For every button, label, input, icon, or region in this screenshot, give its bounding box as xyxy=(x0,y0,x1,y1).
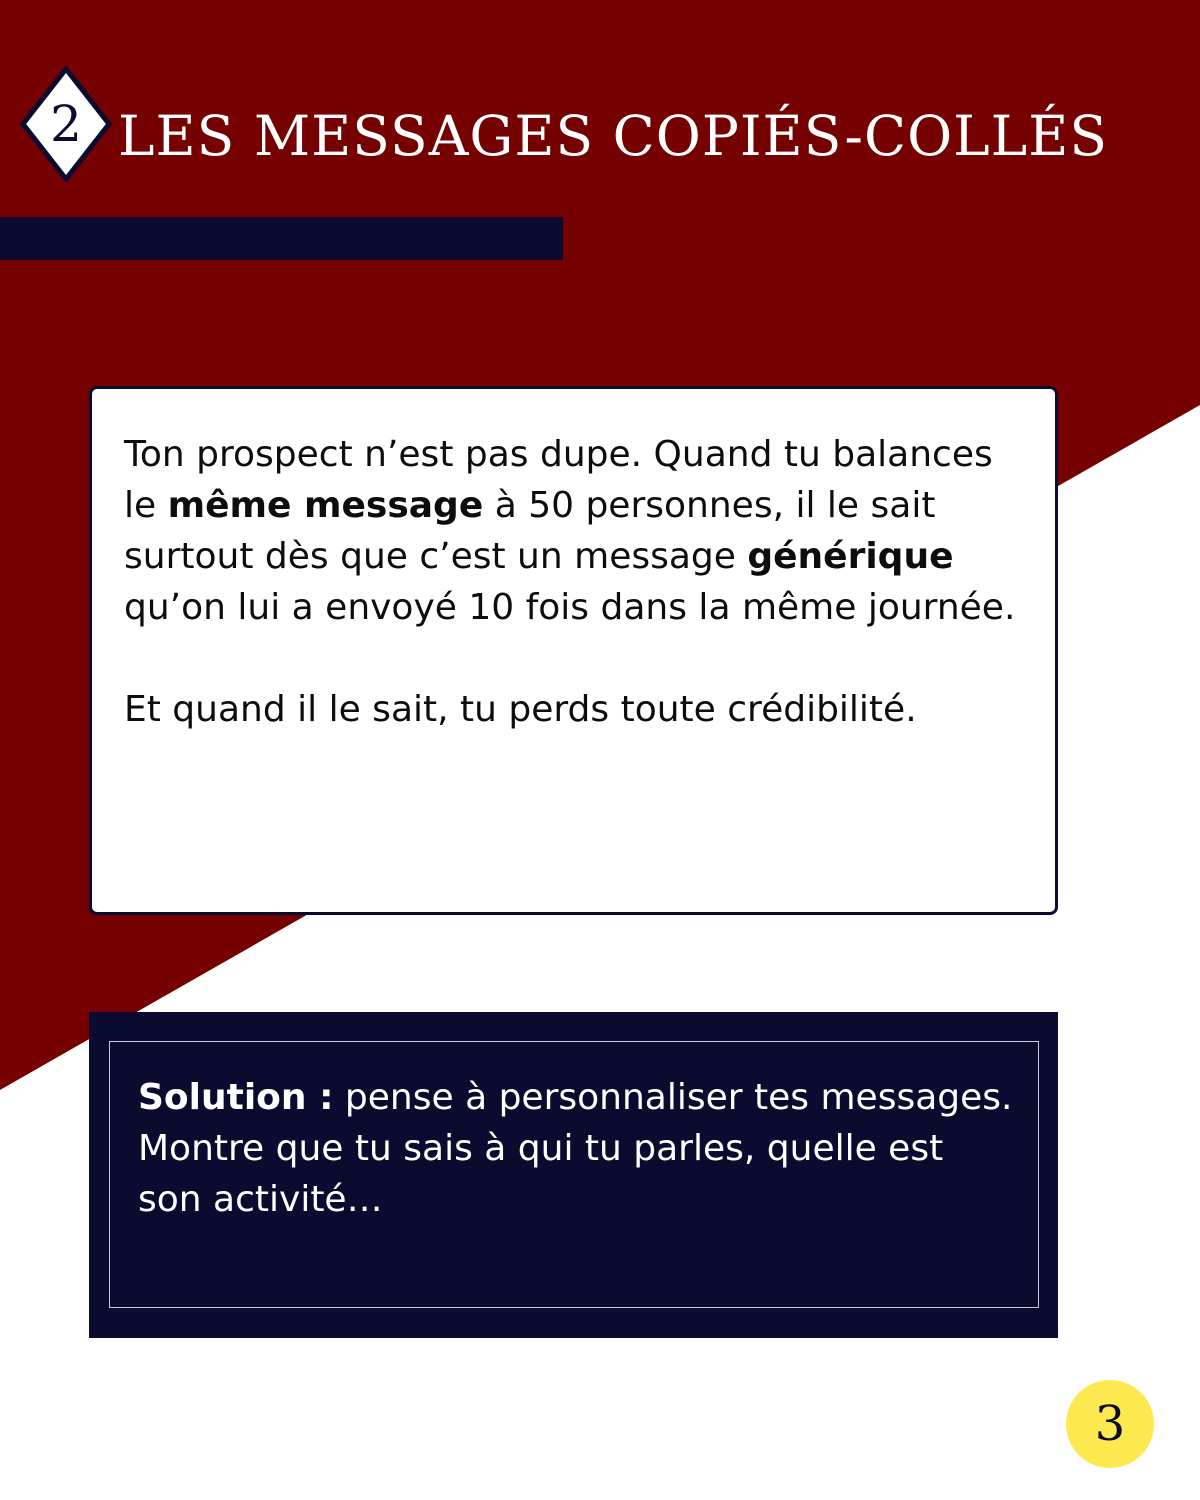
problem-card xyxy=(89,386,1058,915)
problem-paragraph-2: Et quand il le sait, tu perds toute crédibilité. xyxy=(124,689,917,730)
solution-label: Solution : xyxy=(138,1077,334,1118)
solution-inner-frame xyxy=(109,1041,1039,1308)
step-number: 2 xyxy=(50,95,82,153)
emphasis-generique: générique xyxy=(747,536,954,577)
emphasis-meme-message: même message xyxy=(167,485,484,526)
solution-text: pense à personnaliser tes messages. Montre que tu sais à qui tu parles, quelle est son activité… xyxy=(138,1077,1013,1220)
title-underline-bar xyxy=(0,217,563,260)
page-number-badge: 3 xyxy=(1066,1380,1154,1468)
solution-box xyxy=(89,1012,1058,1338)
page-title: LES MESSAGES COPIÉS-COLLÉS xyxy=(118,104,1109,168)
problem-paragraph-1: Ton prospect n’est pas dupe. Quand tu balances le même message à 50 personnes, il le sait surtout dès que c’est un message générique qu’on lui a envoyé 10 fois dans la même journée. xyxy=(124,434,1016,628)
